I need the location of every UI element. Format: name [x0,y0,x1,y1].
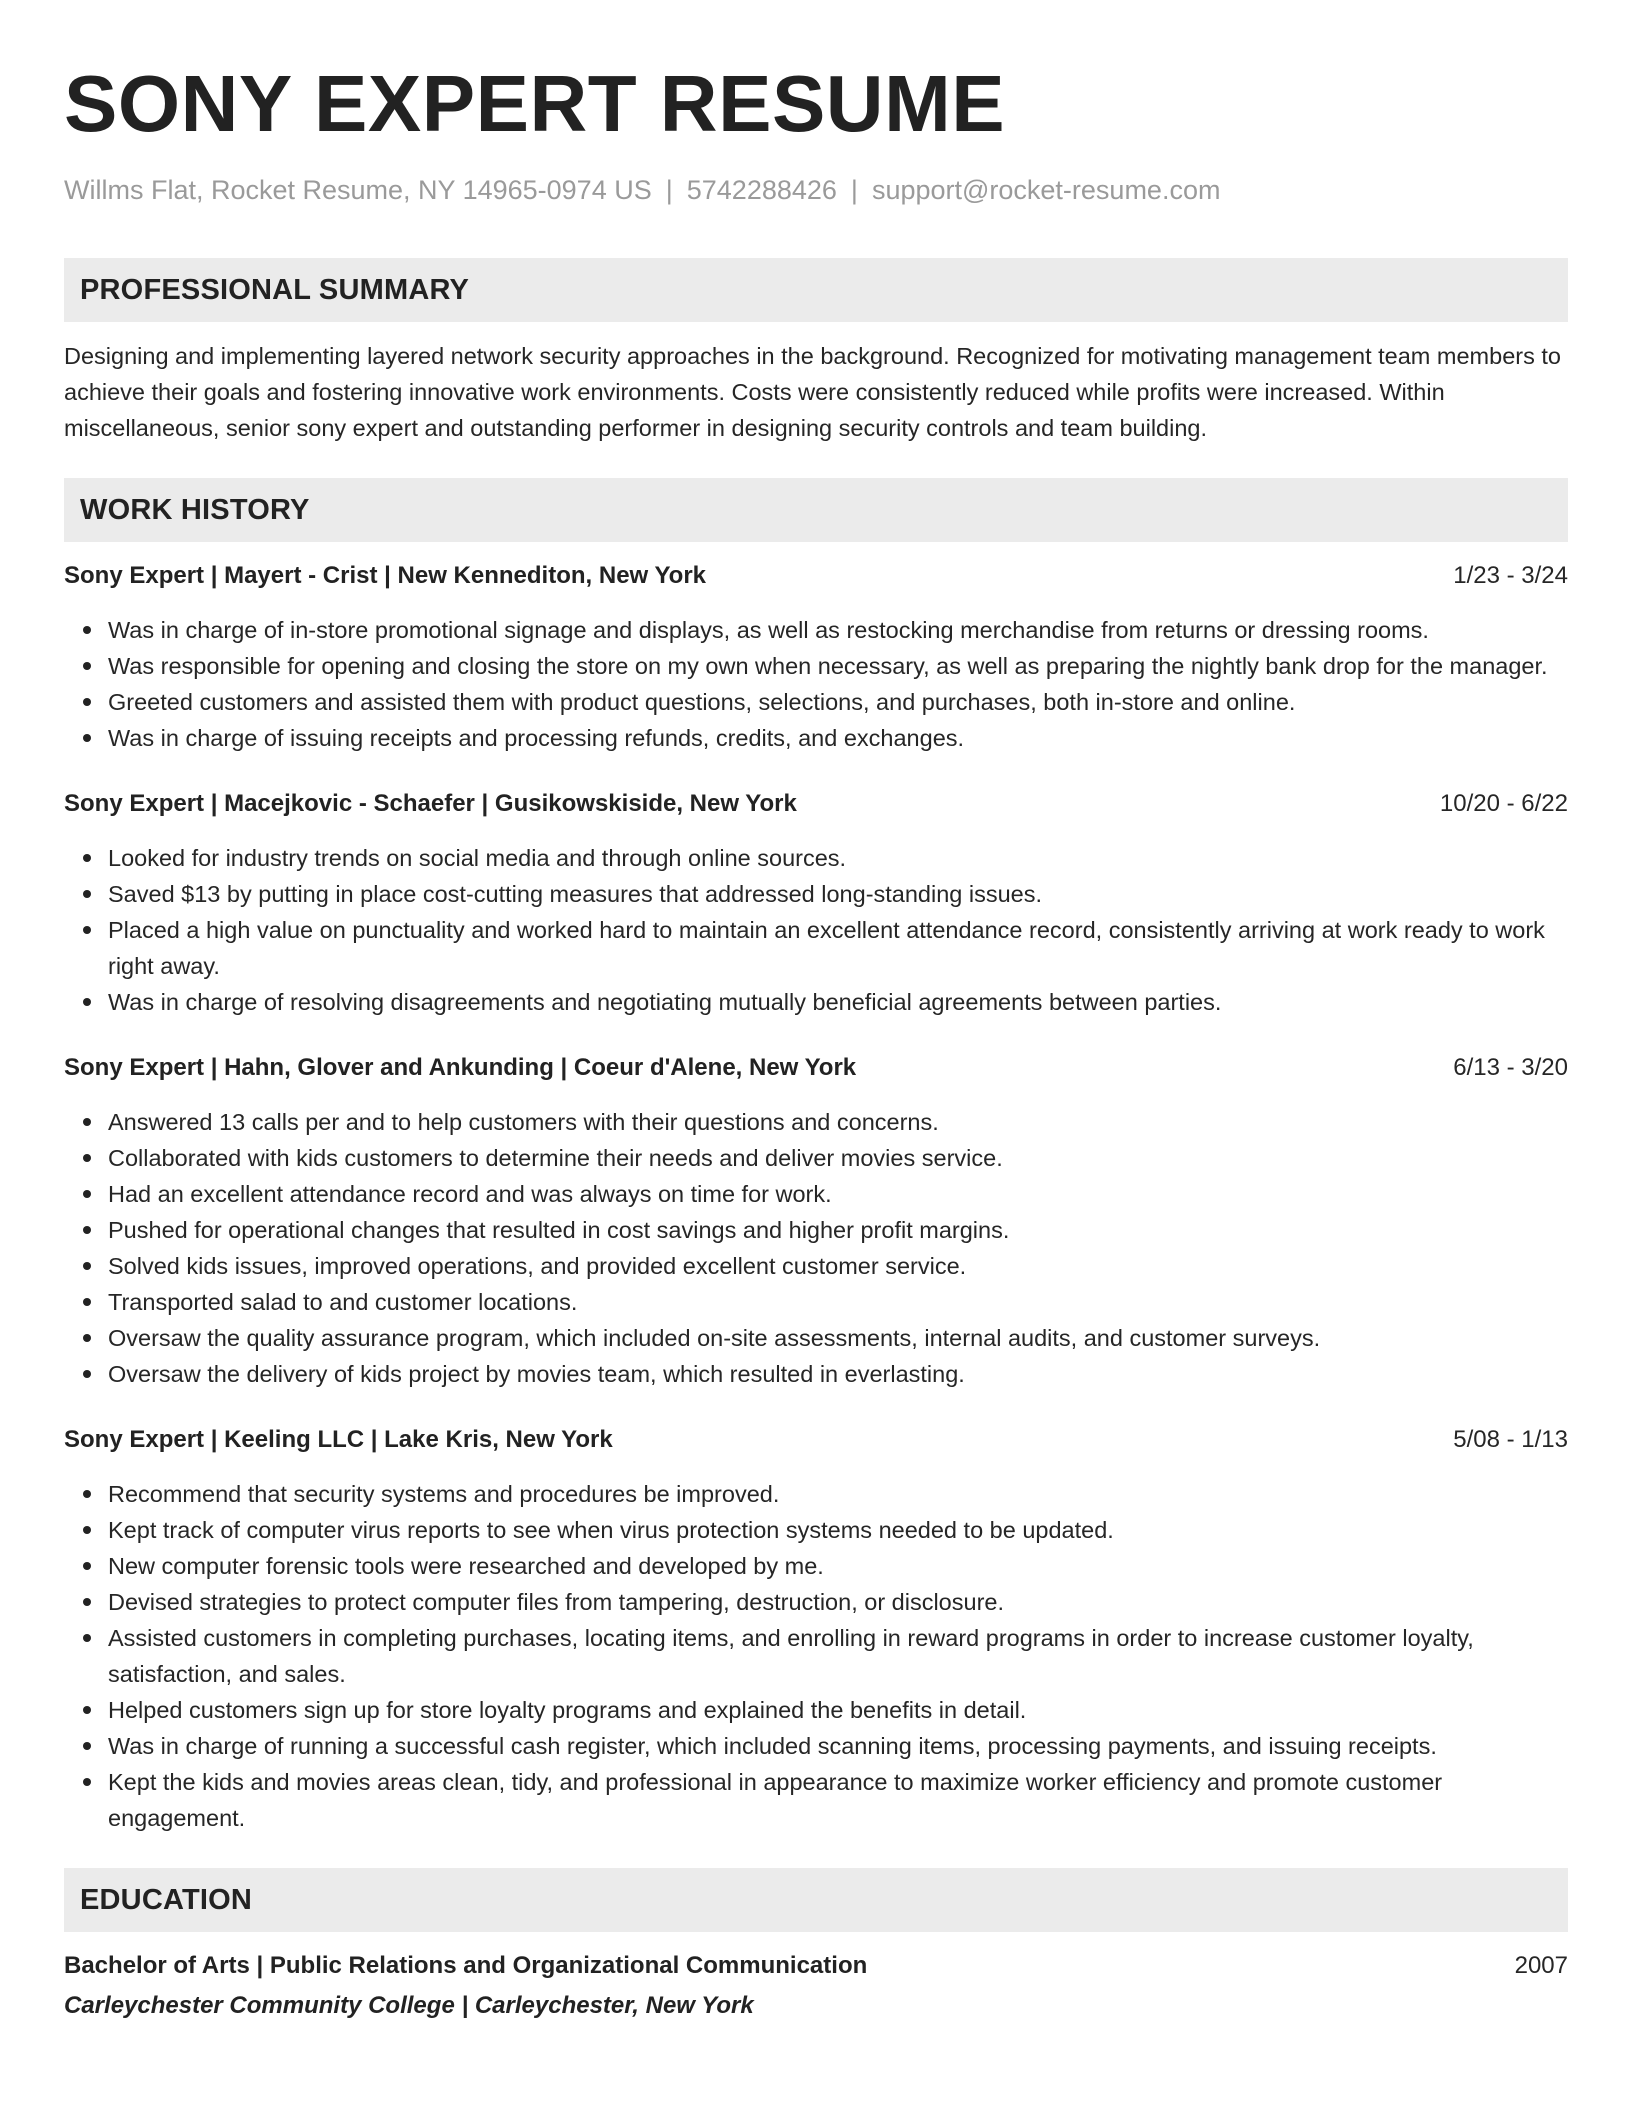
summary-text: Designing and implementing layered network security approaches in the background. Recognized for motivating management team members to achieve their goals and fostering innovative work environments. Costs were consistently reduced while profits were increased. Within miscellaneous, senior sony expert and outstanding performer in designing security controls and team building. [64,343,1561,441]
job-bullet: Collaborated with kids customers to determine their needs and deliver movies service. [108,1140,1568,1176]
job-title: Sony Expert | Keeling LLC | Lake Kris, New York [64,1426,613,1453]
contact-line [64,172,1568,208]
job-bullets [64,612,1568,756]
contact-address: Willms Flat, Rocket Resume, NY 14965-0974 US [64,175,652,205]
contact-email: support@rocket-resume.com [871,175,1221,205]
job-header [64,558,1568,594]
job-bullet: Helped customers sign up for store loyalty programs and explained the benefits in detail. [108,1692,1568,1728]
job-bullet: New computer forensic tools were researched and developed by me. [108,1548,1568,1584]
job-title: Sony Expert | Macejkovic - Schaefer | Gusikowskiside, New York [64,790,797,817]
section-heading-work-history: WORK HISTORY [64,478,1568,542]
education-degree: Bachelor of Arts | Public Relations and Organizational Communication [64,1952,868,1979]
job-bullet: Solved kids issues, improved operations, and provided excellent customer service. [108,1248,1568,1284]
education-school: Carleychester Community College | Carleychester, New York [64,1992,754,2019]
education-header [64,1948,1568,1984]
job-dates: 6/13 - 3/20 [1453,1054,1568,1081]
job-entry [64,1422,1568,1836]
job-bullets [64,1104,1568,1392]
job-bullet: Was in charge of in-store promotional signage and displays, as well as restocking merchandise from returns or dressing rooms. [108,612,1568,648]
job-bullet: Pushed for operational changes that resulted in cost savings and higher profit margins. [108,1212,1568,1248]
job-bullet: Was responsible for opening and closing the store on my own when necessary, as well as preparing the nightly bank drop for the manager. [108,648,1568,684]
job-bullet: Saved $13 by putting in place cost-cutting measures that addressed long-standing issues. [108,876,1568,912]
job-bullet: Oversaw the delivery of kids project by movies team, which resulted in everlasting. [108,1356,1568,1392]
job-header [64,786,1568,822]
job-dates: 10/20 - 6/22 [1439,790,1568,817]
job-bullet: Was in charge of issuing receipts and processing refunds, credits, and exchanges. [108,720,1568,756]
job-bullet: Greeted customers and assisted them with product questions, selections, and purchases, both in-store and online. [108,684,1568,720]
section-heading-education: EDUCATION [64,1868,1568,1932]
job-bullet: Was in charge of resolving disagreements and negotiating mutually beneficial agreements between parties. [108,984,1568,1020]
job-bullet: Oversaw the quality assurance program, which included on-site assessments, internal audits, and customer surveys. [108,1320,1568,1356]
job-bullets [64,1476,1568,1836]
resume-title: SONY EXPERT RESUME [64,59,1006,148]
contact-separator: | [850,175,858,205]
job-bullet: Kept track of computer virus reports to see when virus protection systems needed to be updated. [108,1512,1568,1548]
job-entry [64,558,1568,756]
job-bullet: Recommend that security systems and procedures be improved. [108,1476,1568,1512]
job-bullet: Was in charge of running a successful cash register, which included scanning items, processing payments, and issuing receipts. [108,1728,1568,1764]
job-bullet: Assisted customers in completing purchases, locating items, and enrolling in reward programs in order to increase customer loyalty, satisfaction, and sales. [108,1620,1568,1692]
job-bullet: Had an excellent attendance record and was always on time for work. [108,1176,1568,1212]
job-dates: 5/08 - 1/13 [1453,1426,1568,1453]
job-bullet: Devised strategies to protect computer files from tampering, destruction, or disclosure. [108,1584,1568,1620]
job-header [64,1050,1568,1086]
section-heading-summary: PROFESSIONAL SUMMARY [64,258,1568,322]
job-bullet: Answered 13 calls per and to help customers with their questions and concerns. [108,1104,1568,1140]
job-dates: 1/23 - 3/24 [1453,562,1568,589]
job-title: Sony Expert | Hahn, Glover and Ankunding | Coeur d'Alene, New York [64,1054,857,1081]
job-entry [64,1050,1568,1392]
contact-separator: | [665,175,673,205]
job-bullet: Looked for industry trends on social media and through online sources. [108,840,1568,876]
job-bullets [64,840,1568,1020]
job-title: Sony Expert | Mayert - Crist | New Kennediton, New York [64,562,707,589]
job-bullet: Placed a high value on punctuality and worked hard to maintain an excellent attendance record, consistently arriving at work ready to work right away. [108,912,1568,984]
contact-phone: 5742288426 [686,175,837,205]
job-bullet: Transported salad to and customer locations. [108,1284,1568,1320]
job-bullet: Kept the kids and movies areas clean, tidy, and professional in appearance to maximize worker efficiency and promote customer engagement. [108,1764,1568,1836]
job-header [64,1422,1568,1458]
education-year: 2007 [1514,1952,1568,1979]
job-entry [64,786,1568,1020]
